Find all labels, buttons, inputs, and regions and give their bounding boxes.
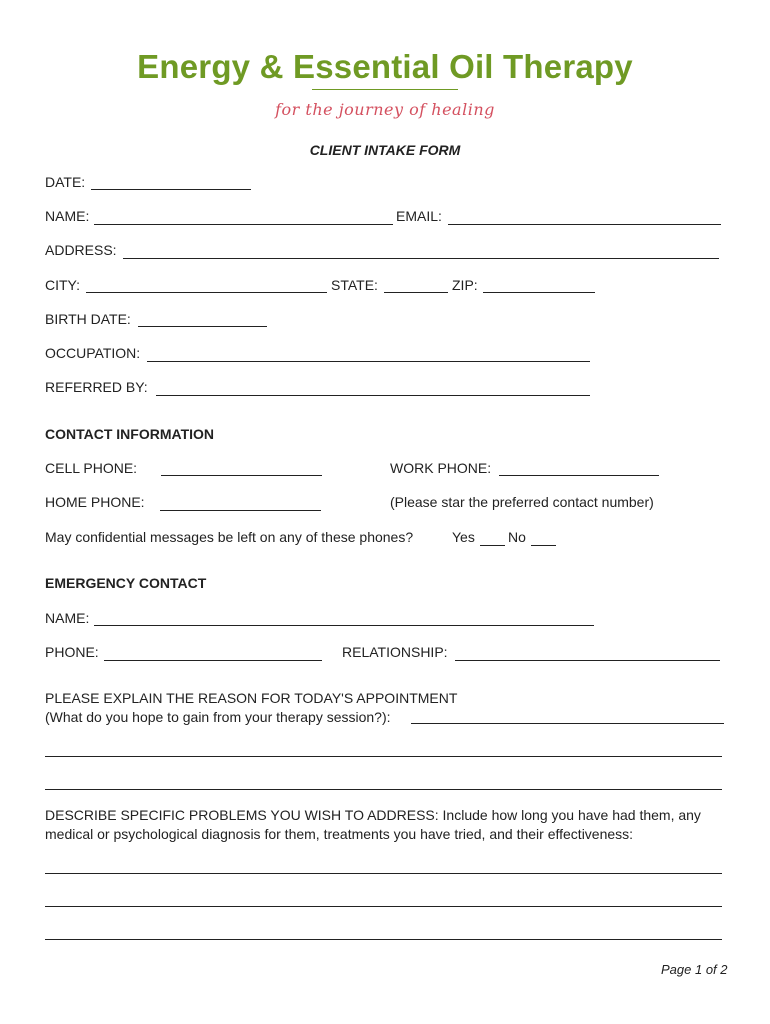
emergency-phone-label: PHONE: [45,644,99,660]
page-number: Page 1 of 2 [661,962,728,977]
work-phone-field[interactable] [499,475,659,476]
occupation-label: OCCUPATION: [45,345,141,361]
yes-label: Yes [452,529,475,545]
no-field[interactable] [531,545,556,546]
tagline: for the journey of healing [275,100,495,119]
preferred-contact-note: (Please star the preferred contact number) [390,494,654,510]
date-field[interactable] [91,189,251,190]
referred-by-field[interactable] [156,395,590,396]
title-underline [312,89,458,90]
problems-answer-line-3[interactable] [45,939,722,940]
email-label: EMAIL: [396,208,442,224]
zip-field[interactable] [483,292,595,293]
home-phone-field[interactable] [160,510,321,511]
contact-information-heading: CONTACT INFORMATION [45,426,215,442]
reason-answer-line-3[interactable] [45,789,722,790]
no-label: No [508,529,526,545]
city-field[interactable] [86,292,327,293]
address-field[interactable] [123,258,719,259]
yes-field[interactable] [480,545,505,546]
relationship-field[interactable] [455,660,720,661]
problems-prompt-line-2: medical or psychological diagnosis for them, treatments you have tried, and their effectiveness: [45,826,634,842]
form-title-heading: Energy & Essential Oil Therapy [137,48,633,85]
home-phone-label: HOME PHONE: [45,494,145,510]
email-field[interactable] [448,224,721,225]
cell-phone-label: CELL PHONE: [45,460,138,476]
date-label: DATE: [45,174,86,190]
zip-label: ZIP: [452,277,478,293]
emergency-contact-heading: EMERGENCY CONTACT [45,575,207,591]
confidential-messages-question: May confidential messages be left on any of these phones? [45,529,414,545]
referred-by-label: REFERRED BY: [45,379,148,395]
problems-answer-line-2[interactable] [45,906,722,907]
emergency-name-label: NAME: [45,610,90,626]
birth-date-field[interactable] [138,326,267,327]
relationship-label: RELATIONSHIP: [342,644,448,660]
birth-date-label: BIRTH DATE: [45,311,131,327]
reason-answer-line-1[interactable] [411,723,724,724]
address-label: ADDRESS: [45,242,117,258]
occupation-field[interactable] [147,361,590,362]
name-label: NAME: [45,208,90,224]
emergency-phone-field[interactable] [104,660,322,661]
problems-prompt-line-1: DESCRIBE SPECIFIC PROBLEMS YOU WISH TO ADDRESS: Include how long you have had them, any [45,807,701,823]
city-label: CITY: [45,277,81,293]
reason-heading: PLEASE EXPLAIN THE REASON FOR TODAY'S APPOINTMENT [45,690,458,706]
state-field[interactable] [384,292,448,293]
problems-answer-line-1[interactable] [45,873,722,874]
name-field[interactable] [94,224,393,225]
reason-answer-line-2[interactable] [45,756,722,757]
state-label: STATE: [331,277,378,293]
emergency-name-field[interactable] [94,625,594,626]
cell-phone-field[interactable] [161,475,322,476]
work-phone-label: WORK PHONE: [390,460,492,476]
reason-subtext: (What do you hope to gain from your therapy session?): [45,709,391,725]
client-intake-form-title: CLIENT INTAKE FORM [309,142,461,158]
